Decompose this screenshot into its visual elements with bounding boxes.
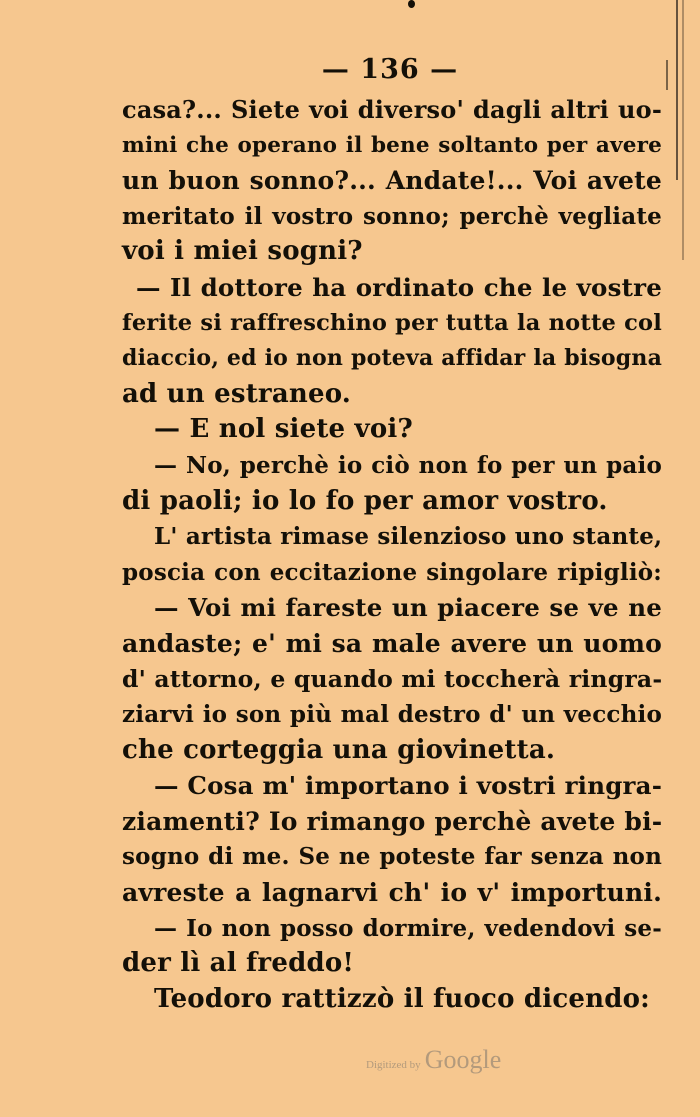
- text-line: ziamenti? Io rimango perchè avete bi-: [122, 806, 663, 836]
- text-line: che corteggia una giovinetta.: [122, 734, 556, 765]
- text-line: d' attorno, e quando mi toccherà ringra-: [122, 664, 663, 693]
- text-line: avreste a lagnarvi ch' io v' importuni.: [122, 878, 662, 908]
- text-line: — Voi mi fareste un piacere se ve ne: [154, 593, 662, 623]
- ink-dot: [408, 0, 415, 8]
- text-line: — Il dottore ha ordinato che le vostre: [136, 272, 662, 302]
- text-line: di paoli; io lo fo per amor vostro.: [122, 485, 608, 516]
- text-line: poscia con eccitazione singolare ripigliò:: [122, 558, 662, 586]
- text-line: voi i miei sogni?: [122, 236, 363, 267]
- text-line: L' artista rimase silenzioso uno stante,: [154, 523, 663, 551]
- page-number: — 136 —: [321, 54, 459, 85]
- text-line: andaste; e' mi sa male avere un uomo: [122, 628, 662, 658]
- text-line: ad un estraneo.: [122, 378, 352, 409]
- text-line: mini che operano il bene soltanto per avere: [122, 132, 662, 158]
- text-line: der lì al freddo!: [122, 948, 354, 979]
- text-line: casa?... Siete voi diverso' dagli altri uo-: [122, 95, 662, 124]
- text-line: — E nol siete voi?: [154, 414, 413, 445]
- text-line: ferite si raffreschino per tutta la notte col: [122, 309, 662, 336]
- text-line: — Cosa m' importano i vostri ringra-: [154, 771, 663, 801]
- text-line: sogno di me. Se ne poteste far senza non: [122, 843, 662, 871]
- text-line: — No, perchè io ciò non fo per un paio: [154, 451, 662, 479]
- body-text: [122, 92, 662, 1017]
- text-line: diaccio, ed io non poteva affidar la bisogna: [122, 345, 663, 372]
- digitized-watermark: [366, 1045, 501, 1075]
- page-edge-shadow: [682, 0, 684, 260]
- text-line: — Io non posso dormire, vedendovi se-: [154, 914, 662, 942]
- watermark-prefix: Digitized by: [366, 1059, 421, 1071]
- text-line: Teodoro rattizzò il fuoco dicendo:: [154, 983, 650, 1014]
- text-line: un buon sonno?... Andate!... Voi avete: [122, 166, 662, 196]
- text-line: ziarvi io son più mal destro d' un vecchio: [122, 701, 662, 729]
- page-edge-line: [676, 0, 678, 180]
- text-line: meritato il vostro sonno; perchè vegliate: [122, 202, 662, 230]
- google-logo: Google: [424, 1045, 502, 1074]
